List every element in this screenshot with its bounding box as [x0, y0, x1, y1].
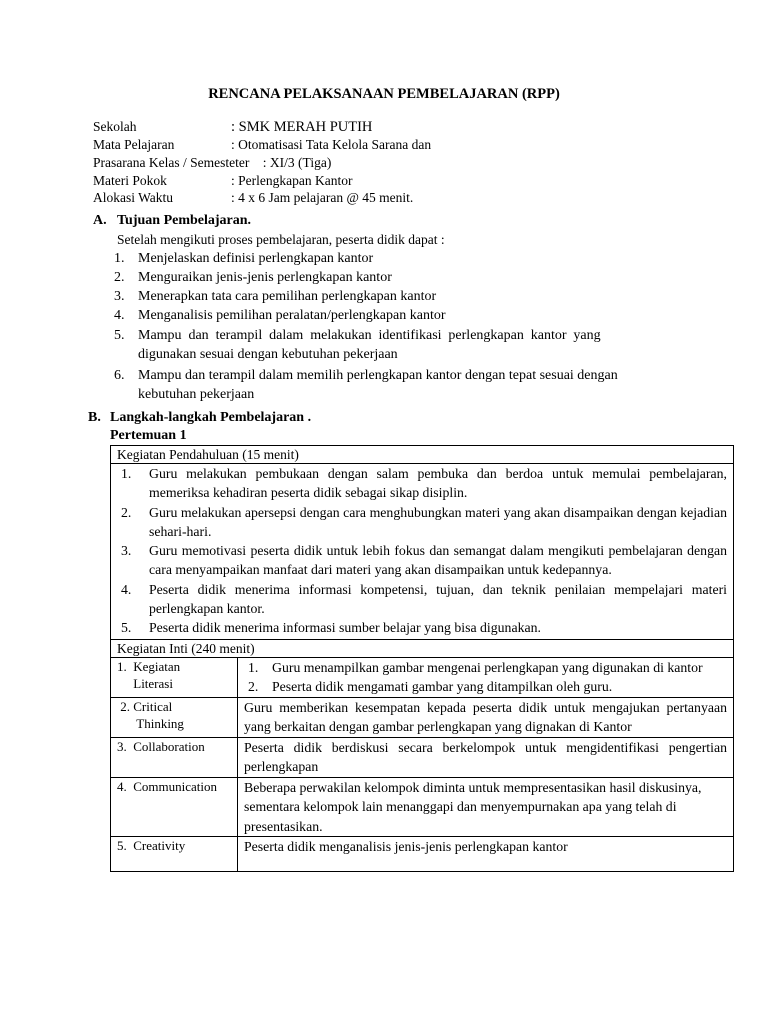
- objective-text: Menerapkan tata cara pemilihan perlengkapan kantor: [138, 289, 437, 304]
- list-text: Guru melakukan pembukaan dengan salam pembuka dan berdoa untuk memulai pembelajaran, memeriksa kehadiran peserta didik sebagai sikap disiplin.: [149, 466, 727, 501]
- activity-text: Guru memberikan kesempatan kepada peserta didik untuk mengajukan pertanyaan yang berkaitan dengan gambar perlengkapan yang dignakan di Kantor: [238, 697, 734, 737]
- sekolah-label: Sekolah: [93, 119, 137, 134]
- pendahuluan-header: Kegiatan Pendahuluan (15 menit): [111, 446, 734, 464]
- alokasi-label: Alokasi Waktu: [93, 190, 174, 205]
- list-item: [117, 580, 727, 619]
- list-number: 4.: [121, 581, 132, 597]
- objective-text: Menjelaskan definisi perlengkapan kantor: [138, 251, 374, 266]
- alokasi-value: : 4 x 6 Jam pelajaran @ 45 menit.: [231, 190, 414, 205]
- inti-header: Kegiatan Inti (240 menit): [111, 639, 734, 657]
- list-item: [117, 618, 727, 637]
- objective-number: 4.: [114, 308, 125, 323]
- section-a-intro: Setelah mengikuti proses pembelajaran, peserta didik dapat :: [117, 232, 445, 247]
- literasi-list: [244, 658, 727, 697]
- activity-label: 1. Kegiatan Literasi: [111, 657, 238, 697]
- materi-value: : Perlengkapan Kantor: [231, 173, 353, 188]
- objective-text-cont: digunakan sesuai dengan kebutuhan pekerjaan: [138, 347, 398, 362]
- list-number: 2.: [121, 504, 132, 520]
- objective-text: Mampu dan terampil dalam memilih perlengkapan kantor dengan tepat sesuai dengan: [138, 368, 618, 383]
- list-number: 3.: [121, 543, 132, 559]
- activity-label: 4. Communication: [111, 777, 238, 837]
- list-text: Guru memotivasi peserta didik untuk lebih fokus dan semangat dalam mengikuti pembelajaran dengan cara menyampaikan manfaat dari materi yang akan disampaikan untuk kedepannya.: [149, 543, 727, 578]
- activity-label: 3. Collaboration: [111, 737, 238, 777]
- mapel-value: : Otomatisasi Tata Kelola Sarana dan: [231, 137, 432, 152]
- activity-text: Peserta didik berdiskusi secara berkelompok untuk mengidentifikasi pengertian perlengkapan: [238, 737, 734, 777]
- list-text: Guru menampilkan gambar mengenai perlengkapan yang digunakan di kantor: [272, 659, 703, 675]
- document-title: RENCANA PELAKSANAAN PEMBELAJARAN (RPP): [208, 86, 560, 102]
- list-number: 1.: [121, 466, 132, 481]
- activity-text: Peserta didik menganalisis jenis-jenis perlengkapan kantor: [238, 837, 734, 872]
- meeting-label: Pertemuan 1: [110, 428, 187, 443]
- section-b-heading: Langkah-langkah Pembelajaran .: [110, 410, 312, 425]
- list-text: Guru melakukan apersepsi dengan cara menghubungkan materi yang akan disampaikan dengan kejadian sehari-hari.: [149, 504, 727, 539]
- objective-number: 1.: [114, 251, 125, 266]
- section-a-heading: Tujuan Pembelajaran.: [117, 213, 252, 228]
- sekolah-value: : SMK MERAH PUTIH: [231, 119, 373, 135]
- objective-text: Menganalisis pemilihan peralatan/perlengkapan kantor: [138, 308, 446, 323]
- activity-label: 2. Critical Thinking: [111, 697, 238, 737]
- list-item: [117, 541, 727, 580]
- list-number: 2.: [248, 679, 259, 695]
- section-a-marker: A.: [93, 213, 107, 228]
- list-item: [244, 677, 727, 697]
- prasarana-line: Prasarana Kelas / Semesteter : XI/3 (Tiga): [93, 155, 332, 170]
- objective-number: 3.: [114, 289, 125, 304]
- objective-text-cont: kebutuhan pekerjaan: [138, 387, 255, 402]
- list-item: [117, 503, 727, 542]
- objective-text: Menguraikan jenis-jenis perlengkapan kantor: [138, 270, 392, 285]
- list-number: 5.: [121, 620, 132, 636]
- objective-number: 5.: [114, 328, 125, 343]
- list-number: 1.: [248, 659, 259, 675]
- section-b-marker: B.: [88, 410, 101, 425]
- mapel-label: Mata Pelajaran: [93, 137, 175, 152]
- list-item: [117, 464, 727, 503]
- list-item: [244, 658, 727, 678]
- materi-label: Materi Pokok: [93, 173, 167, 188]
- objective-number: 2.: [114, 270, 125, 285]
- list-text: Peserta didik mengamati gambar yang ditampilkan oleh guru.: [272, 679, 613, 695]
- pendahuluan-list: [117, 464, 727, 638]
- list-text: Peserta didik menerima informasi sumber belajar yang bisa digunakan.: [149, 620, 541, 636]
- activity-text: Beberapa perwakilan kelompok diminta untuk mempresentasikan hasil diskusinya, sementara kelompok lain menanggapi dan menyempurnakan apa yang telah di presentasikan.: [238, 777, 734, 837]
- list-text: Peserta didik menerima informasi kompetensi, tujuan, dan teknik penilaian mempelajari materi perlengkapan kantor.: [149, 581, 727, 617]
- activity-cell: [238, 657, 734, 697]
- activity-label: 5. Creativity: [111, 837, 238, 872]
- objective-number: 6.: [114, 368, 125, 383]
- activities-table: [110, 445, 734, 872]
- objective-text: Mampu dan terampil dalam melakukan identifikasi perlengkapan kantor yang: [138, 328, 601, 343]
- pendahuluan-cell: [111, 464, 734, 640]
